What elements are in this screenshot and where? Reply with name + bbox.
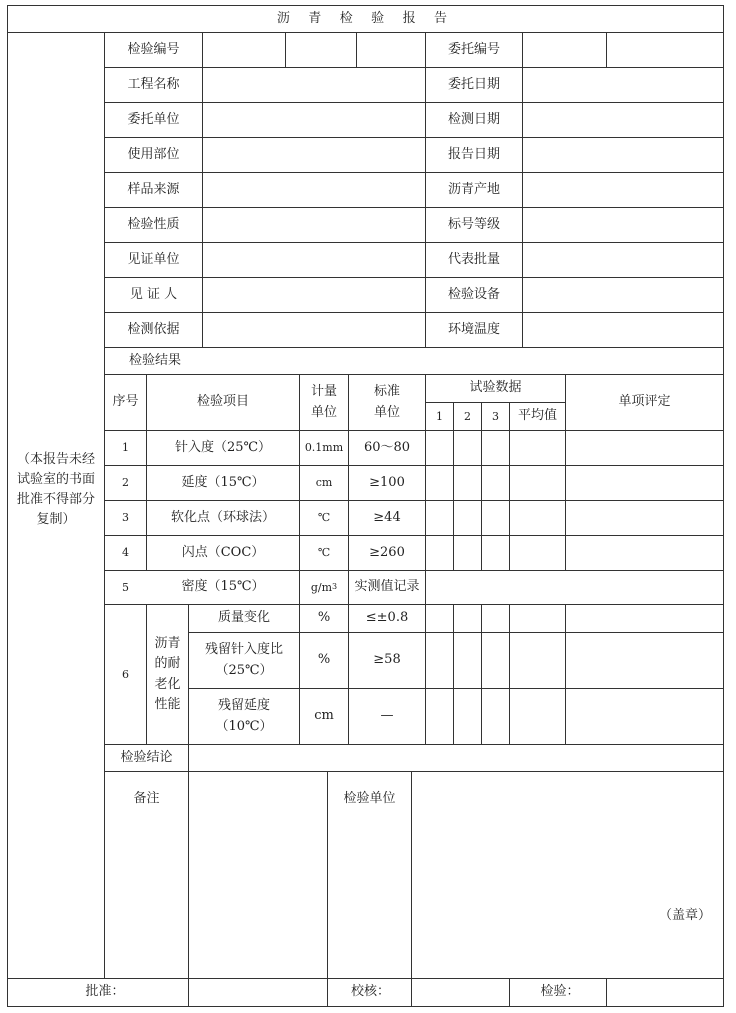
aging-std: — (380, 708, 394, 724)
aging-item-line: （25℃） (215, 662, 273, 678)
aging-unit: cm (314, 708, 334, 724)
density-unit: g/m (310, 580, 333, 594)
label-sample-source: 样品来源 (127, 181, 180, 197)
aging-std: ≤±0.8 (365, 610, 409, 626)
label-commission-date: 委托日期 (447, 76, 500, 92)
row-seq: 5 (122, 580, 129, 594)
conclusion-label: 检验结论 (120, 749, 173, 765)
label-inspection-no: 检验编号 (127, 41, 180, 57)
header-test-1: 1 (436, 409, 443, 423)
footer-inspect: 检验： (540, 984, 580, 1000)
label-ambient-temp: 环境温度 (447, 321, 500, 337)
aging-group-line: 性能 (154, 696, 181, 712)
row-std: ≥100 (369, 474, 405, 490)
aging-seq: 6 (122, 667, 129, 681)
header-average: 平均值 (517, 408, 557, 424)
page-title: 沥 青 检 验 报 告 (276, 10, 455, 26)
header-seq: 序号 (112, 394, 139, 410)
aging-item-line: （10℃） (215, 718, 273, 734)
side-note-line: （本报告未经 (16, 451, 95, 467)
aging-std: ≥58 (373, 652, 401, 668)
header-test-data: 试验数据 (469, 380, 522, 396)
label-test-equipment: 检验设备 (447, 286, 500, 302)
aging-item: 质量变化 (217, 610, 270, 626)
side-note-line: 试验室的书面 (16, 471, 95, 487)
row-std: ≥260 (369, 544, 405, 560)
row-item: 延度（15℃） (181, 474, 265, 490)
aging-group-line: 沥青 (154, 636, 181, 652)
row-std: ≥44 (373, 509, 401, 525)
header-unit (300, 375, 348, 430)
aging-item (189, 689, 299, 744)
header-evaluation: 单项评定 (618, 394, 671, 410)
header-std-line: 单位 (373, 404, 400, 420)
label-test-date: 检测日期 (447, 111, 500, 127)
label-report-date: 报告日期 (447, 146, 500, 162)
row-item: 闪点（COC） (181, 544, 265, 560)
header-unit-line: 计量 (310, 384, 337, 400)
header-item: 检验项目 (196, 394, 249, 410)
label-asphalt-origin: 沥青产地 (447, 181, 500, 197)
row-item: 密度（15℃） (181, 579, 265, 595)
row-unit: ℃ (317, 546, 331, 560)
inspection-unit-label: 检验单位 (343, 790, 396, 806)
row-item: 针入度（25℃） (174, 439, 272, 455)
header-test-2: 2 (464, 409, 471, 423)
label-witness: 见 证 人 (129, 286, 178, 302)
aging-group-label (147, 605, 188, 744)
aging-group-line: 的耐 (154, 656, 181, 672)
label-usage-location: 使用部位 (127, 146, 180, 162)
header-std-line: 标准 (373, 384, 400, 400)
side-note-line: 批准不得部分 (16, 492, 95, 507)
seal-label: （盖章） (658, 907, 711, 923)
label-grade: 标号等级 (447, 216, 500, 232)
label-inspection-type: 检验性质 (127, 216, 180, 232)
row-unit: 0.1mm (304, 441, 344, 455)
aging-item-line: 残留延度 (217, 698, 270, 714)
header-unit-line: 单位 (310, 404, 337, 420)
row-item: 软化点（环球法） (170, 509, 275, 525)
row-std: 实测值记录 (354, 579, 420, 595)
side-note-line: 复制） (36, 512, 76, 528)
footer-review: 校核： (350, 984, 390, 1000)
aging-item (189, 633, 299, 688)
row-std: 60～80 (363, 439, 411, 455)
label-commission-no: 委托编号 (447, 41, 500, 57)
row-seq: 4 (122, 546, 129, 560)
row-seq: 2 (122, 476, 129, 490)
remarks-label: 备注 (133, 790, 160, 806)
aging-unit: % (317, 652, 331, 668)
aging-group-line: 老化 (154, 676, 181, 692)
row-seq: 3 (122, 511, 129, 525)
row-unit (300, 571, 348, 604)
label-client: 委托单位 (127, 111, 180, 127)
results-label: 检验结果 (128, 352, 181, 368)
header-test-3: 3 (492, 409, 499, 423)
density-unit-sup: 3 (332, 582, 338, 592)
label-test-basis: 检测依据 (127, 321, 180, 337)
aging-unit: % (317, 610, 331, 626)
label-witness-unit: 见证单位 (127, 251, 180, 267)
footer-approve: 批准： (85, 984, 125, 1000)
row-seq: 1 (122, 441, 129, 455)
side-note (8, 430, 104, 550)
header-std (349, 375, 425, 430)
row-unit: ℃ (317, 511, 331, 525)
label-project-name: 工程名称 (127, 76, 180, 92)
label-batch-size: 代表批量 (447, 251, 500, 267)
row-unit: cm (315, 476, 333, 490)
aging-item-line: 残留针入度比 (204, 642, 283, 658)
